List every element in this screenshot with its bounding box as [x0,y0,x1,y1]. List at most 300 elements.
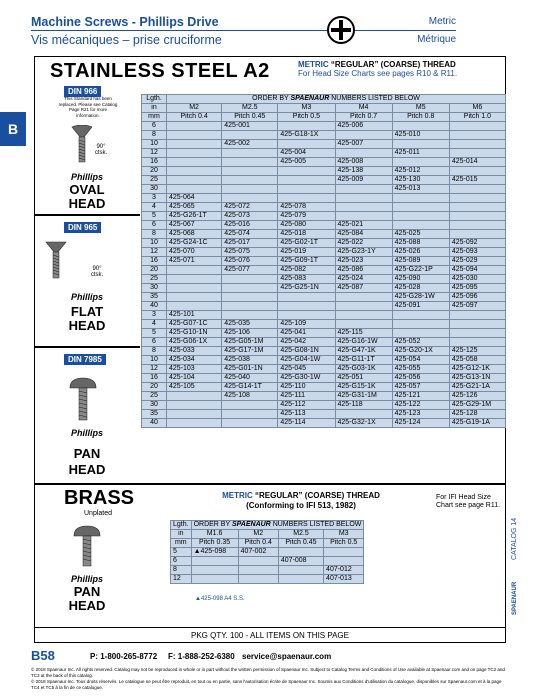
part-number-cell: 425-118 [335,401,392,410]
table-row [142,374,506,383]
thread-metric-label: METRIC [298,60,329,69]
pitch-header: Pitch 0.7 [335,113,392,122]
header-title-en: Machine Screws - Phillips Drive [31,15,219,29]
package-quantity: PKG QTY. 100 - ALL ITEMS ON THIS PAGE [191,631,349,640]
footer-fax: F: 1-888-252-6380 [168,652,235,661]
part-number-cell: 425-052 [392,338,449,347]
part-number-cell [167,149,222,158]
part-number-cell [167,185,222,194]
part-number-cell: 425-G14-1T [222,383,278,392]
length-cell: 3 [142,194,167,203]
header-title-fr: Vis mécaniques – prise cruciforme [31,33,222,47]
part-number-cell: 425-007 [335,140,392,149]
brass-order-table [170,520,364,584]
part-number-cell: 425-113 [278,410,335,419]
part-number-cell: 407-012 [324,566,364,575]
table-row [142,131,506,140]
part-number-cell: 425-051 [335,374,392,383]
part-number-cell: 425-111 [278,392,335,401]
part-number-cell: 425-001 [222,122,278,131]
part-number-cell: 425-068 [167,230,222,239]
part-number-cell: 425-073 [222,212,278,221]
part-number-cell [449,203,505,212]
part-number-cell [278,311,335,320]
header-metric-en: Metric [428,16,456,27]
part-number-cell [335,203,392,212]
pitch-header: Pitch 0.45 [278,539,323,548]
part-number-cell [167,401,222,410]
part-number-cell: 425-009 [335,176,392,185]
part-number-cell [392,320,449,329]
table-row [142,230,506,239]
table-row [142,311,506,320]
din-7985-badge: DIN 7985 [64,354,106,365]
thread-regular-label: “REGULAR” (COARSE) THREAD [330,60,456,69]
part-number-cell: 425-084 [335,230,392,239]
part-number-cell: 425-096 [449,293,505,302]
pitch-header: Pitch 0.4 [167,113,222,122]
part-number-cell [278,293,335,302]
head-size-note: For Head Size Charts see pages R10 & R11. [298,69,458,78]
table-row [142,338,506,347]
part-number-cell [449,320,505,329]
part-number-cell: 425-077 [222,266,278,275]
pkg-divider [34,627,506,628]
header-divider [31,30,456,31]
brass-thread-spec: METRIC “REGULAR” (COARSE) THREAD (Conforming to IFI 513, 1982) [222,491,380,510]
part-number-cell [449,212,505,221]
part-number-cell: 425-G03-1K [335,365,392,374]
part-number-cell [335,131,392,140]
part-number-cell: 425-125 [449,347,505,356]
part-number-cell [392,122,449,131]
part-number-cell: 425-021 [335,221,392,230]
part-number-cell: 425-040 [222,374,278,383]
part-number-cell [222,293,278,302]
din-966-badge: DIN 966 [64,86,101,97]
part-number-cell [335,320,392,329]
col-length-header: Lgth. [142,95,167,104]
part-number-cell: 425-097 [449,302,505,311]
part-number-cell [222,401,278,410]
brass-name-1: PAN [73,584,101,599]
part-number-cell [392,212,449,221]
part-number-cell: 425-086 [335,266,392,275]
length-cell: 20 [142,266,167,275]
table-row [142,410,506,419]
ifi-head-note: For IFI Head Size Chart see page R11. [436,494,501,509]
size-header: M2 [238,530,278,539]
part-number-cell: 425-034 [167,356,222,365]
part-number-cell: 425-072 [222,203,278,212]
part-number-cell: 425-G09-1T [278,257,335,266]
part-number-cell [222,311,278,320]
part-number-cell: 425-013 [392,185,449,194]
table-row [171,557,364,566]
size-header: M3 [324,530,364,539]
table-row [171,566,364,575]
part-number-cell: 425-075 [222,248,278,257]
part-number-cell [335,293,392,302]
part-number-cell [222,275,278,284]
part-number-cell [449,311,505,320]
part-number-cell: 425-064 [167,194,222,203]
part-number-cell: 425-029 [449,257,505,266]
part-number-cell [167,392,222,401]
part-number-cell [167,131,222,140]
part-number-cell [392,329,449,338]
part-number-cell [278,194,335,203]
din-965-badge: DIN 965 [64,222,101,233]
table-row [142,176,506,185]
part-number-cell: 425-028 [392,284,449,293]
oval-name-2: HEAD [68,196,106,211]
part-number-cell [167,122,222,131]
part-number-cell [222,419,278,428]
part-number-cell: 425-G32-1X [335,419,392,428]
part-number-cell: 425-014 [449,158,505,167]
part-number-cell: 425-130 [392,176,449,185]
copyright-en: © 2018 Spaenaur Inc. All rights reserved. Catalog may not be reproduced in whole or in part without the written permission of Spaenaur Inc. Subject to Catalog Terms and Conditions of Use available at Spaenaur.com and on page TC2 and TC3 at the back of this catalog. [31,667,505,678]
length-cell: 8 [171,566,192,575]
part-number-cell [167,158,222,167]
part-number-cell: 425-G11-1T [335,356,392,365]
part-number-cell [222,158,278,167]
table-row [142,302,506,311]
part-number-cell: 425-038 [222,356,278,365]
length-cell: 25 [142,392,167,401]
part-number-cell [449,221,505,230]
part-number-cell [449,131,505,140]
pitch-header: Pitch 0.45 [222,113,278,122]
part-number-cell [278,302,335,311]
col-mm-header: mm [142,113,167,122]
length-cell: 6 [142,338,167,347]
flat-name-2: HEAD [68,318,106,333]
part-number-cell [449,329,505,338]
part-number-cell: 425-G30-1W [278,374,335,383]
oval-angle-label: 90° ctsk. [94,144,108,156]
length-cell: 12 [171,575,192,584]
part-number-cell: 425-033 [167,347,222,356]
oval-type-label: Phillips [70,172,103,182]
part-number-cell [392,311,449,320]
table-row [142,383,506,392]
table-row [142,212,506,221]
part-number-cell [449,122,505,131]
part-number-cell: 425-G02-1T [278,239,335,248]
part-number-cell: 425-090 [392,275,449,284]
part-number-cell [191,557,238,566]
part-number-cell: 425-114 [278,419,335,428]
part-number-cell: 425-G15-1K [335,383,392,392]
part-number-cell: 425-088 [392,239,449,248]
part-number-cell: 425-G16-1W [335,338,392,347]
length-cell: 8 [142,347,167,356]
part-number-cell [167,302,222,311]
table-row [142,248,506,257]
part-number-cell [392,158,449,167]
col-length-header: Lgth. [171,521,192,530]
length-cell: 30 [142,284,167,293]
part-number-cell: 425-G05-1M [222,338,278,347]
part-number-cell: ▲425-098 [191,548,238,557]
part-number-cell: 425-115 [335,329,392,338]
part-number-cell: 425-024 [335,275,392,284]
length-cell: 3 [142,311,167,320]
part-number-cell [392,221,449,230]
part-number-cell [449,167,505,176]
group-divider [34,346,140,348]
part-number-cell: 425-G12-1K [449,365,505,374]
part-number-cell: 425-078 [278,203,335,212]
part-number-cell [449,338,505,347]
length-cell: 35 [142,293,167,302]
part-number-cell: 425-G13-1N [449,374,505,383]
length-cell: 8 [142,131,167,140]
length-cell: 10 [142,356,167,365]
part-number-cell: 425-126 [449,392,505,401]
part-number-cell: 425-010 [392,131,449,140]
length-cell: 6 [171,557,192,566]
pan-type-label: Phillips [70,428,103,438]
part-number-cell: 425-G26-1T [167,212,222,221]
oval-name-1: OVAL [69,182,105,197]
part-number-cell: 425-074 [222,230,278,239]
part-number-cell: 407-013 [324,575,364,584]
pitch-header: Pitch 0.5 [324,539,364,548]
part-number-cell: 425-018 [278,230,335,239]
length-cell: 16 [142,158,167,167]
part-number-cell [392,194,449,203]
part-number-cell: 425-G25-1N [278,284,335,293]
table-row [142,329,506,338]
length-cell: 20 [142,383,167,392]
stainless-title: STAINLESS STEEL A2 [50,60,270,82]
length-cell: 16 [142,374,167,383]
group-divider [34,214,140,216]
part-number-cell [335,149,392,158]
part-number-cell: 407-002 [238,548,278,557]
part-number-cell: 425-016 [222,221,278,230]
table-row [142,275,506,284]
length-cell: 12 [142,365,167,374]
part-number-cell: 425-080 [278,221,335,230]
part-number-cell [324,557,364,566]
part-number-cell: 425-124 [392,419,449,428]
part-number-cell: 425-093 [449,248,505,257]
flat-name-1: FLAT [70,304,104,319]
part-number-cell: 425-G17-1M [222,347,278,356]
brass-unplated: Unplated [84,510,113,517]
size-header: M6 [449,104,505,113]
part-number-cell: 425-011 [392,149,449,158]
table-row [142,266,506,275]
part-number-cell [222,176,278,185]
part-number-cell: 425-G22-1P [392,266,449,275]
table-row [142,257,506,266]
table-row [142,185,506,194]
table-row [142,320,506,329]
part-number-cell: 425-112 [278,401,335,410]
table-row [142,347,506,356]
length-cell: 4 [142,203,167,212]
table-row [142,239,506,248]
table-row [142,122,506,131]
size-header: M2.5 [278,530,323,539]
part-number-cell [449,230,505,239]
part-number-cell [335,410,392,419]
length-cell: 10 [142,239,167,248]
pitch-header: Pitch 0.4 [238,539,278,548]
part-number-cell: 425-089 [392,257,449,266]
part-number-cell [167,140,222,149]
length-cell: 40 [142,419,167,428]
part-number-cell [335,311,392,320]
part-number-cell [222,194,278,203]
part-number-cell: 425-002 [222,140,278,149]
table-row [142,149,506,158]
part-number-cell: 425-091 [392,302,449,311]
part-number-cell: 425-103 [167,365,222,374]
a4-note: ▲425-098 A4 S.S. [195,596,245,602]
flat-type-label: Phillips [70,292,103,302]
order-by-header: ORDER BY SPAENAUR NUMBERS LISTED BELOW [191,521,364,530]
part-number-cell [167,293,222,302]
part-number-cell: 425-054 [392,356,449,365]
length-cell: 4 [142,320,167,329]
part-number-cell: 425-G19-1A [449,419,505,428]
part-number-cell: 425-105 [167,383,222,392]
part-number-cell [222,185,278,194]
table-row [142,221,506,230]
part-number-cell: 425-G08-1N [278,347,335,356]
table-row [142,356,506,365]
part-number-cell: 425-030 [449,275,505,284]
part-number-cell [167,266,222,275]
pitch-header: Pitch 0.5 [278,113,335,122]
pitch-header: Pitch 1.0 [449,113,505,122]
size-header: M4 [335,104,392,113]
part-number-cell [222,167,278,176]
length-cell: 6 [142,221,167,230]
size-header: M5 [392,104,449,113]
part-number-cell: 425-070 [167,248,222,257]
side-brand-logo: SPAENAUR [512,581,518,615]
table-row [171,548,364,557]
length-cell: 5 [142,212,167,221]
part-number-cell: 425-071 [167,257,222,266]
part-number-cell: 425-056 [392,374,449,383]
part-number-cell: 425-G21-1A [449,383,505,392]
table-row [142,158,506,167]
part-number-cell [278,548,323,557]
part-number-cell: 425-082 [278,266,335,275]
page-number: B58 [31,648,55,663]
part-number-cell: 425-128 [449,410,505,419]
part-number-cell: 425-G06-1X [167,338,222,347]
part-number-cell: 425-017 [222,239,278,248]
footer-email[interactable]: service@spaenaur.com [242,652,332,661]
part-number-cell [449,140,505,149]
part-number-cell [167,167,222,176]
part-number-cell: 425-121 [392,392,449,401]
table-row [142,419,506,428]
pan-head-screw-icon [68,376,98,422]
part-number-cell [278,167,335,176]
order-by-header: ORDER BY SPAENAUR NUMBERS LISTED BELOW [167,95,506,104]
pitch-header: Pitch 0.8 [392,113,449,122]
pan-name-2: HEAD [68,462,106,477]
length-cell: 25 [142,176,167,185]
part-number-cell: 425-008 [335,158,392,167]
size-header: M2.5 [222,104,278,113]
part-number-cell [278,566,323,575]
length-cell: 25 [142,275,167,284]
length-cell: 30 [142,185,167,194]
part-number-cell: 425-019 [278,248,335,257]
size-header: M3 [278,104,335,113]
part-number-cell: 425-G24-1C [167,239,222,248]
part-number-cell: 425-G18-1X [278,131,335,140]
part-number-cell [278,176,335,185]
part-number-cell: 425-045 [278,365,335,374]
part-number-cell: 425-042 [278,338,335,347]
oval-head-screw-icon [70,125,94,163]
part-number-cell: 425-055 [392,365,449,374]
size-header: M1.6 [191,530,238,539]
stainless-thread-spec [298,60,456,69]
part-number-cell [222,131,278,140]
part-number-cell: 425-G04-1W [278,356,335,365]
part-number-cell [278,575,323,584]
part-number-cell: 425-094 [449,266,505,275]
phillips-drive-icon [327,16,355,44]
part-number-cell: 425-057 [392,383,449,392]
part-number-cell [222,410,278,419]
part-number-cell: 425-079 [278,212,335,221]
din-966-note: This Standard has been replaced. Please see Catalog Page R21 for more information. [58,96,118,118]
part-number-cell: 425-026 [392,248,449,257]
part-number-cell: 425-005 [278,158,335,167]
part-number-cell [449,185,505,194]
part-number-cell: 425-122 [392,401,449,410]
part-number-cell: 425-110 [278,383,335,392]
part-number-cell [449,194,505,203]
length-cell: 12 [142,248,167,257]
part-number-cell [167,284,222,293]
part-number-cell: 425-006 [335,122,392,131]
part-number-cell [167,275,222,284]
part-number-cell: 425-023 [335,257,392,266]
table-row [142,284,506,293]
part-number-cell [238,575,278,584]
part-number-cell: 425-G01-1N [222,365,278,374]
pan-name-1: PAN [73,446,101,461]
col-mm-header: mm [171,539,192,548]
table-row [142,365,506,374]
table-row [142,194,506,203]
table-row [142,140,506,149]
length-cell: 35 [142,410,167,419]
brass-name-2: HEAD [68,598,106,613]
part-number-cell [222,284,278,293]
table-row [142,203,506,212]
flat-head-screw-icon [44,240,68,280]
length-cell: 30 [142,401,167,410]
part-number-cell: 407-008 [278,557,323,566]
brass-type-label: Phillips [70,574,103,584]
